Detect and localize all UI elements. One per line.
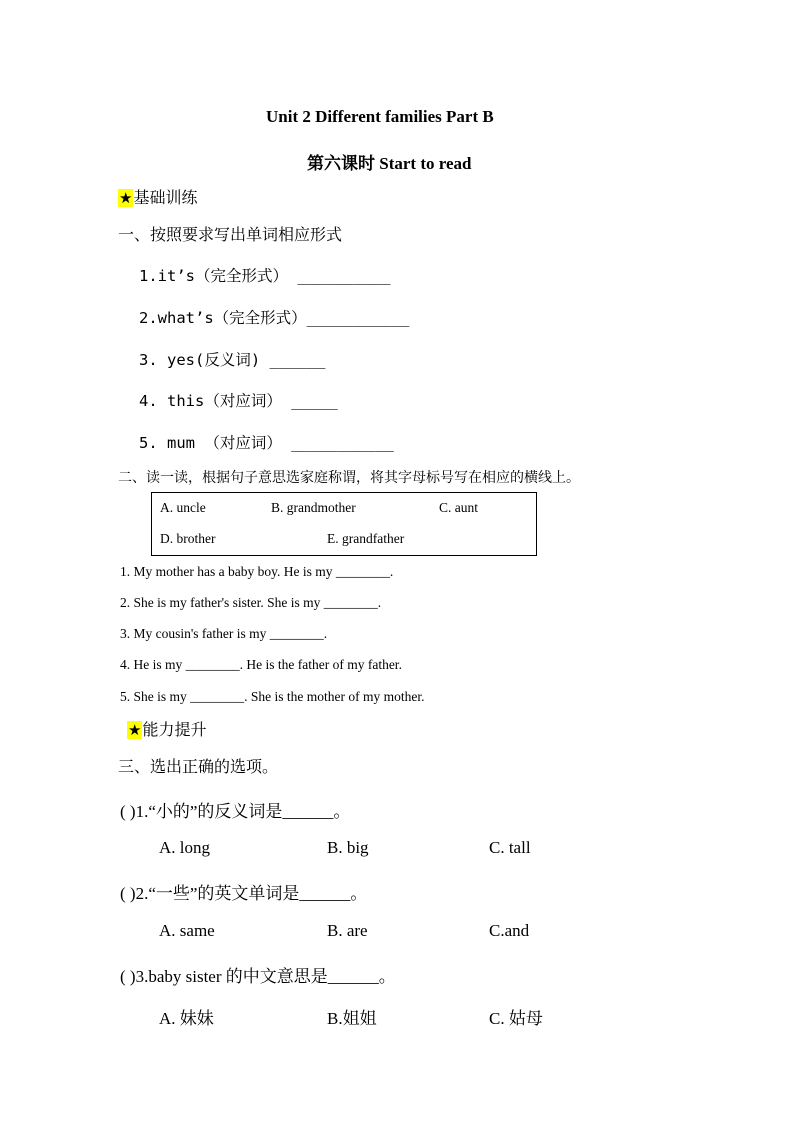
part1-item-3: 3. yes(反义词) ______	[139, 351, 326, 369]
question-1-option-c: C. tall	[489, 838, 531, 857]
word-bank-b: B. grandmother	[271, 500, 356, 515]
part1-item-2: 2.what’s（完全形式）___________	[139, 309, 410, 327]
word-bank-d: D. brother	[160, 531, 216, 546]
star-icon: ★	[119, 189, 133, 207]
part2-item-3: 3. My cousin's father is my ________.	[120, 626, 328, 641]
section-advanced-label: 能力提升	[142, 720, 207, 739]
part1-item-4: 4. this（对应词） _____	[139, 392, 338, 410]
page-title: Unit 2 Different families Part B	[266, 107, 494, 126]
question-1-option-a: A. long	[159, 838, 210, 857]
lesson-subtitle: 第六课时 Start to read	[307, 154, 472, 173]
part1-heading: 一、按照要求写出单词相应形式	[118, 225, 343, 244]
star-icon: ★	[128, 721, 142, 739]
part3-heading: 三、选出正确的选项。	[118, 757, 279, 776]
question-2-stem: ( )2.“一些”的英文单词是______。	[120, 884, 368, 903]
part2-item-4: 4. He is my ________. He is the father of my father.	[120, 657, 402, 672]
question-1-stem: ( )1.“小的”的反义词是______。	[120, 802, 351, 821]
part1-item-5: 5. mum （对应词） ___________	[139, 434, 394, 452]
question-3-option-a: A. 妹妹	[159, 1009, 214, 1028]
question-3-stem: ( )3.baby sister 的中文意思是______。	[120, 967, 396, 986]
part2-heading: 二、读一读，根据句子意思选家庭称谓，将其字母标号写在相应的横线上。	[118, 470, 580, 486]
part2-item-5: 5. She is my ________. She is the mother of my mother.	[120, 689, 425, 704]
word-bank-a: A. uncle	[160, 500, 206, 515]
part2-item-2: 2. She is my father's sister. She is my ________.	[120, 595, 382, 610]
word-bank-c: C. aunt	[439, 500, 478, 515]
section-basic	[118, 185, 197, 208]
question-2-option-c: C.and	[489, 921, 530, 940]
question-3-option-b: B.姐姐	[327, 1009, 377, 1028]
question-2-option-b: B. are	[327, 921, 368, 940]
question-2-option-a: A. same	[159, 921, 215, 940]
word-bank-e: E. grandfather	[327, 531, 405, 546]
question-3-option-c: C. 姑母	[489, 1009, 543, 1028]
question-1-option-b: B. big	[327, 838, 369, 857]
part1-item-1: 1.it’s（完全形式） __________	[139, 267, 391, 285]
part2-item-1: 1. My mother has a baby boy. He is my ________.	[120, 564, 394, 579]
section-basic-label: 基础训练	[133, 188, 198, 207]
section-advanced	[127, 717, 206, 740]
